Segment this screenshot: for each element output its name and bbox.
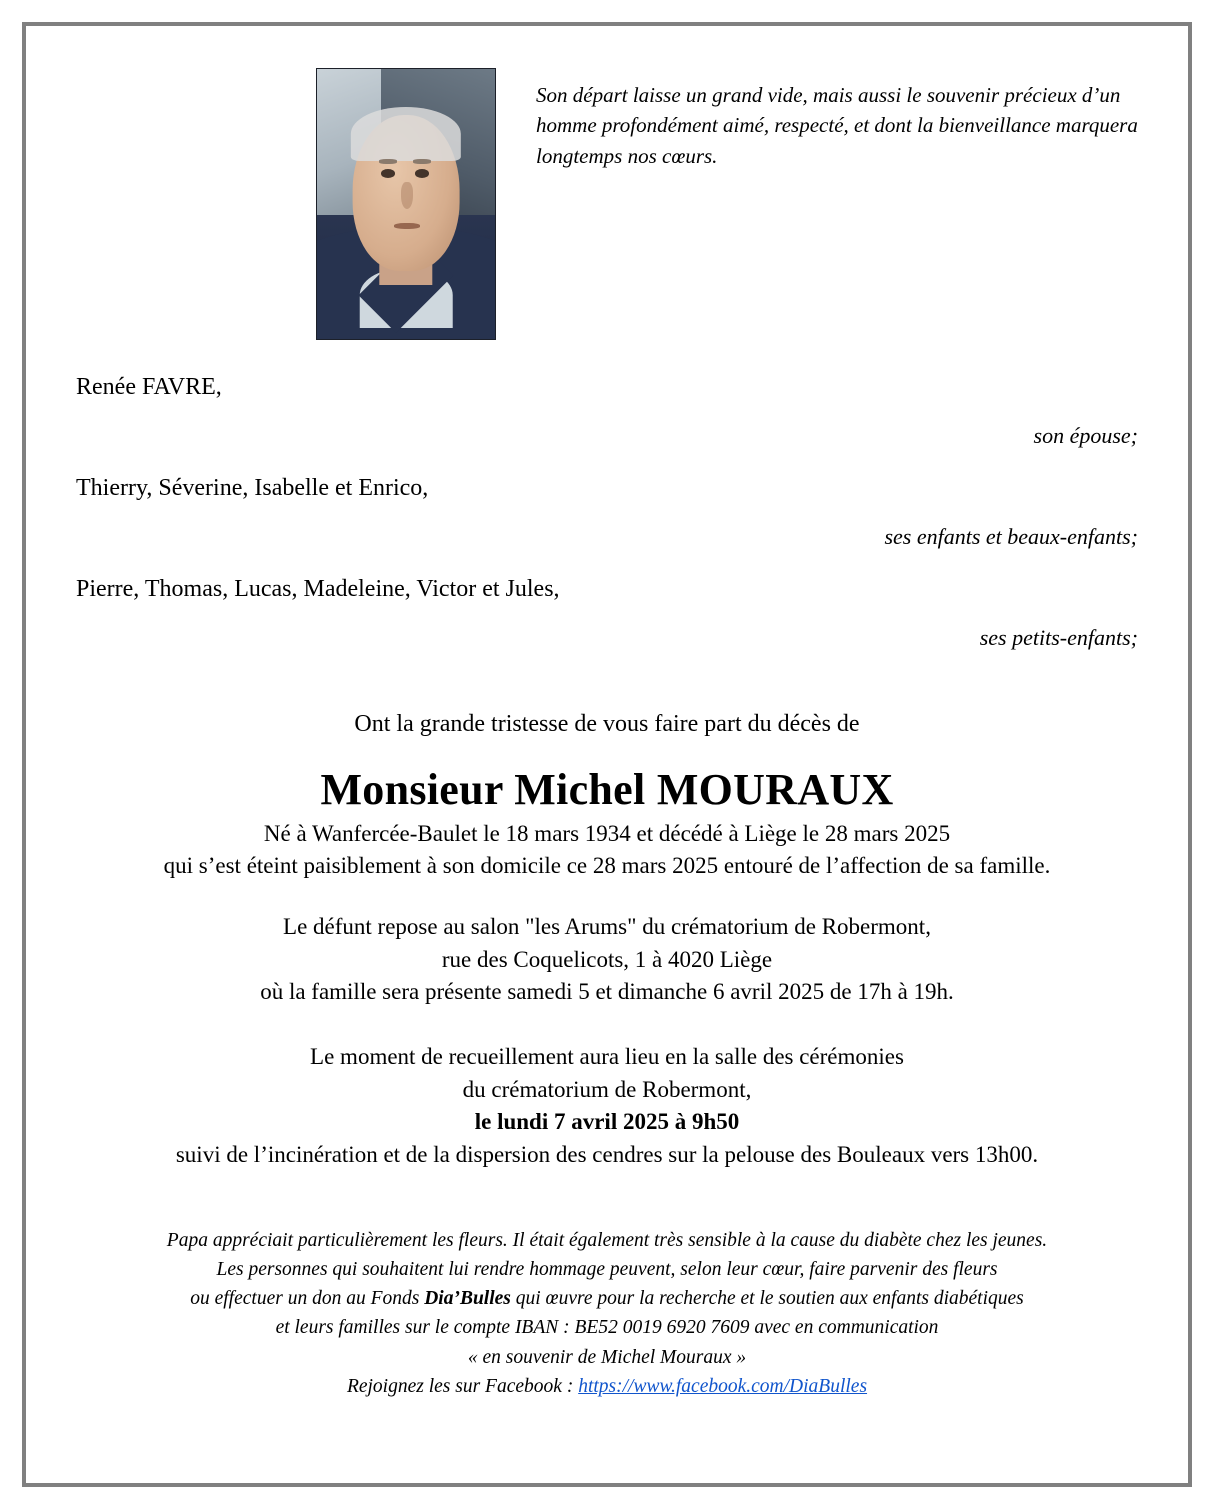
birth-death-line: Né à Wanfercée-Baulet le 18 mars 1934 et décédé à Liège le 28 mars 2025 (263, 821, 951, 846)
note-line-3 (76, 1284, 1138, 1313)
ceremony-line-4: suivi de l’incinération et de la dispersion des cendres sur la pelouse des Bouleaux vers 13h00. (175, 1141, 1039, 1167)
ceremony-line-2: du crématorium de Robermont, (462, 1076, 752, 1102)
family-member-names: Pierre, Thomas, Lucas, Madeleine, Victor et Jules, (76, 576, 560, 602)
bordered-frame (22, 22, 1192, 1487)
note-line-1: Papa appréciait particulièrement les fleurs. Il était également très sensible à la cause du diabète chez les jeunes. (166, 1229, 1048, 1251)
note-line-3-prefix: ou effectuer un don au Fonds (190, 1288, 425, 1310)
family-member-names: Thierry, Séverine, Isabelle et Enrico, (76, 475, 429, 501)
deceased-name: Monsieur Michel MOURAUX (320, 765, 894, 814)
donation-note (76, 1226, 1138, 1402)
fund-name: Dia’Bulles (424, 1288, 511, 1310)
facebook-line (76, 1372, 1138, 1401)
repose-line-3: où la famille sera présente samedi 5 et dimanche 6 avril 2025 de 17h à 19h. (260, 979, 954, 1005)
ceremony-datetime: le lundi 7 avril 2025 à 9h50 (474, 1109, 740, 1135)
iban-line: et leurs familles sur le compte IBAN : BE52 0019 6920 7609 avec en communication (275, 1317, 939, 1339)
memorial-quote: Son départ laisse un grand vide, mais aussi le souvenir précieux d’un homme profondément aimé, respecté, et dont la bienveillance marquera longtemps nos cœurs. (536, 83, 1138, 168)
family-member-role: son épouse; (1033, 423, 1138, 448)
portrait-photo (316, 68, 496, 340)
note-line-2: Les personnes qui souhaitent lui rendre hommage peuvent, selon leur cœur, faire parvenir des fleurs (216, 1258, 998, 1280)
repose-section (76, 911, 1138, 1009)
communication-text: « en souvenir de Michel Mouraux » (467, 1346, 747, 1368)
announcement-text: Ont la grande tristesse de vous faire part du décès de (354, 711, 860, 737)
repose-line-2: rue des Coquelicots, 1 à 4020 Liège (441, 946, 773, 972)
repose-line-1: Le défunt repose au salon "les Arums" du crématorium de Robermont, (283, 914, 931, 939)
ceremony-line-1: Le moment de recueillement aura lieu en la salle des cérémonies (310, 1043, 904, 1069)
family-member-names: Renée FAVRE, (76, 374, 222, 400)
ceremony-section (76, 1041, 1138, 1172)
facebook-label: Rejoignez les sur Facebook : (346, 1375, 579, 1397)
family-list (76, 374, 1138, 651)
header-block (76, 56, 1138, 340)
family-member-role: ses petits-enfants; (979, 625, 1138, 650)
facebook-link[interactable]: https://www.facebook.com/DiaBulles (578, 1375, 868, 1397)
family-member-role: ses enfants et beaux-enfants; (884, 524, 1138, 549)
note-line-3-suffix: qui œuvre pour la recherche et le soutien aux enfants diabétiques (510, 1288, 1024, 1310)
passing-line: qui s’est éteint paisiblement à son domicile ce 28 mars 2025 entouré de l’affection de sa famille. (163, 853, 1051, 878)
